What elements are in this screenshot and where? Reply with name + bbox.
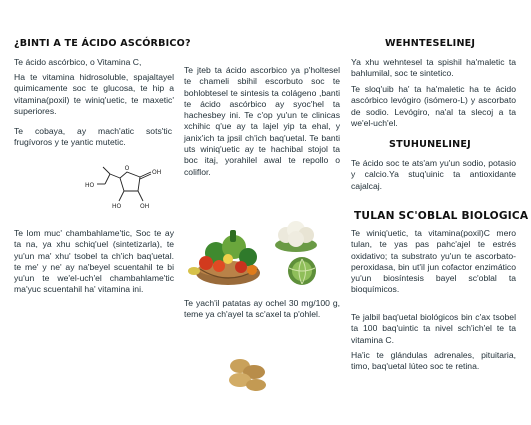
right-paragraph-4: Te winiq'uetic, ta vitamina(poxil)C mero tulan, te yas pas pahc'ajel te estrés oxidativo; ta substrato yu'un te ascorbato-peroxidasa, bin ut'il jun cofactor enzimático yu'un biosíntesis bayel sc'oblal ta bioquímicos. (351, 228, 516, 295)
left-paragraph-4: Te lom muc' chambahlame'tic, Soc te ay ta na, ya xhu schiq'uel (sintetizarla), te yu'un ma' xhu' tsobel ta ch'ich baq'uetal. te me' y ne' ay na'beyel scuentahil te bi yu'un te we'el-uch'el chambahlame'tic ma'yuc scuentahil ha' vitamina ini. (14, 228, 174, 295)
right-paragraph-6: Ha'ic te glándulas adrenales, pituitaria, timo, baq'uetal lúteo soc te retina. (351, 350, 516, 372)
cauliflower-icon (274, 215, 318, 253)
ascorbic-acid-molecule-icon (85, 160, 165, 210)
right-paragraph-1: Ya xhu wehntesel ta spishil ha'maletic ta bahlumilal, soc te sintetico. (351, 57, 516, 79)
right-heading-1: WEHNTESELINEJ (385, 38, 476, 49)
molecule-o-label: O (124, 165, 130, 172)
molecule-ho1-label: HO (112, 203, 122, 210)
left-paragraph-3: Te cobaya, ay mach'atic sots'tic frugívoros y te yantic mutetic. (14, 126, 172, 148)
right-heading-2: STUHUNELINEJ (389, 139, 471, 150)
molecule-oh2-label: OH (140, 203, 150, 210)
molecule-ho2-label: HO (85, 182, 95, 189)
left-paragraph-1: Te ácido ascórbico, o Vitamina C, (14, 57, 142, 67)
middle-paragraph-1: Te jteb ta ácido ascorbico ya p'holtesel te chameli sbihil escorbuto soc te bohlobtesel te sintesis ta colágeno ,banti te ácido ascórbico ay syoc'hel ta hachesbey ini. Te c'op yu'un te clinicas xchihic q'ue ay ta lajel yip ta ehal, y janix'ich ta jpsil ch'ich baq'uetal. Te banti uts winiq'uetic ay te hachibal stojol ta boc itaj, yorahilel awal te repollo o coliflor. (184, 65, 340, 177)
middle-paragraph-2: Te yach'il patatas ay ochel 30 mg/100 g, teme ya ch'ayel ta sc'axel ta p'ohlel. (184, 298, 340, 320)
potatoes-icon (226, 352, 270, 392)
left-heading: ¿BINTI A TE ÁCIDO ASCÓRBICO? (14, 38, 191, 49)
right-paragraph-3: Te ácido soc te ats'am yu'un sodio, potasio y calcio.Ya stuq'uinic ta antioxidante cajalcaj. (351, 158, 516, 191)
left-paragraph-2: Ha te vitamina hidrosoluble, spajaltayel quimicamente soc te glucosa, te hip a vitamina(poxil) te winiq'uetic, te maxetic' superiores. (14, 72, 174, 116)
right-paragraph-2: Te sloq'uib ha' ta ha'maletic ha te ácido ascórbico levógiro (isómero-L) y ascorbato de sodio. Levógiro, na'al ta slecoj a ta we'el-uch'el. (351, 84, 516, 128)
right-heading-3: TULAN SC'OBLAL BIOLOGICA (354, 210, 529, 222)
cabbage-icon (284, 256, 320, 286)
right-paragraph-5: Te jalbil baq'uetal biológicos bin c'ax tsobel ta 100 baq'uintic ta nivel sch'ich'el te ta vitamina C. (351, 312, 516, 345)
molecule-oh1-label: OH (152, 169, 162, 176)
vegetables-basket-icon (186, 225, 266, 290)
